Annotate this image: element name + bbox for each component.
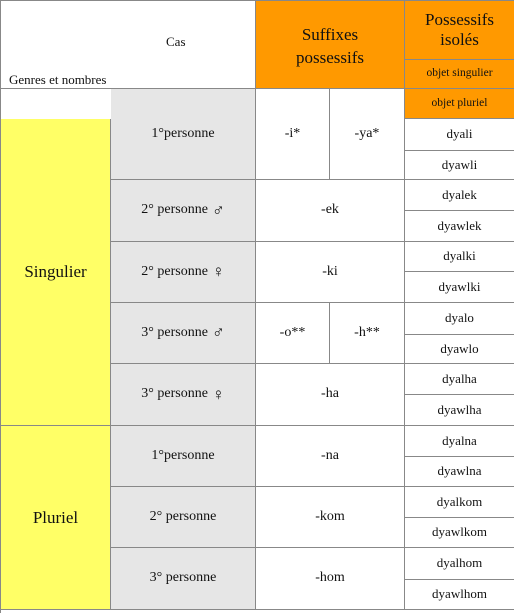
isolated-singular-cell: dyalha	[405, 364, 514, 395]
male-symbol-icon: ♂	[211, 323, 225, 343]
objet-pluriel-header: objet pluriel	[405, 89, 514, 119]
person-cell	[111, 487, 256, 548]
person-cell	[111, 426, 256, 487]
isolated-singular-cell: dyalo	[405, 303, 514, 335]
corner-header-cell	[1, 1, 256, 89]
isolated-plural-cell: dyawlhom	[405, 580, 514, 610]
isolated-singular-cell: dyalkom	[405, 487, 514, 518]
suffixes-header-cell	[256, 1, 405, 89]
isolated-singular-cell: dyalki	[405, 242, 514, 272]
person-label: 2° personne	[141, 263, 208, 279]
male-symbol-icon: ♂	[211, 200, 225, 220]
person-label: 1°personne	[151, 125, 215, 141]
pluriel-cell: Pluriel	[1, 426, 111, 610]
possessifs-header-cell	[405, 1, 514, 60]
suffix-cell: -ek	[256, 180, 405, 242]
female-symbol-icon: ♀	[211, 262, 225, 282]
suffix-cell: -ha	[256, 364, 405, 426]
isolated-singular-cell: dyalek	[405, 180, 514, 211]
isolated-singular-cell: dyalna	[405, 426, 514, 457]
suffixes-header-line1: Suffixes	[301, 24, 359, 44]
possessifs-header-line1: Possessifs	[425, 9, 494, 29]
suffix-cell: -h**	[330, 303, 405, 364]
suffix-cell: -na	[256, 426, 405, 487]
person-label: 1°personne	[151, 447, 215, 463]
person-cell	[111, 180, 256, 242]
isolated-plural-cell: dyawlna	[405, 457, 514, 487]
cas-label: Cas	[166, 34, 186, 49]
person-cell	[111, 364, 256, 426]
person-label: 2° personne	[141, 202, 208, 218]
suffix-cell: -i*	[256, 89, 330, 180]
possessifs-header-line2: isolés	[440, 30, 479, 49]
person-label: 3° personne	[149, 570, 217, 586]
isolated-plural-cell: dyawlek	[405, 211, 514, 242]
person-label: 3° personne	[141, 324, 208, 340]
isolated-plural-cell: dyawlkom	[405, 518, 514, 548]
isolated-plural-cell: dyawlki	[405, 272, 514, 303]
suffix-cell: -ya*	[330, 89, 405, 180]
person-label: 3° personne	[141, 386, 208, 402]
isolated-singular-cell: dyali	[405, 119, 514, 151]
person-cell	[111, 89, 256, 180]
singulier-cell: Singulier	[1, 119, 111, 426]
objet-singulier-header: objet singulier	[405, 60, 514, 89]
suffixes-header-line2: possessifs	[295, 47, 364, 67]
person-cell	[111, 242, 256, 303]
person-label: 2° personne	[149, 508, 217, 524]
person-cell	[111, 303, 256, 364]
suffix-cell: -ki	[256, 242, 405, 303]
genres-nombres-label: Genres et nombres	[9, 72, 107, 87]
female-symbol-icon: ♀	[211, 384, 225, 404]
person-cell	[111, 548, 256, 610]
isolated-plural-cell: dyawlha	[405, 395, 514, 426]
suffix-cell: -o**	[256, 303, 330, 364]
isolated-plural-cell: dyawli	[405, 151, 514, 180]
suffix-cell: -hom	[256, 548, 405, 610]
isolated-plural-cell: dyawlo	[405, 335, 514, 364]
suffix-cell: -kom	[256, 487, 405, 548]
isolated-singular-cell: dyalhom	[405, 548, 514, 580]
